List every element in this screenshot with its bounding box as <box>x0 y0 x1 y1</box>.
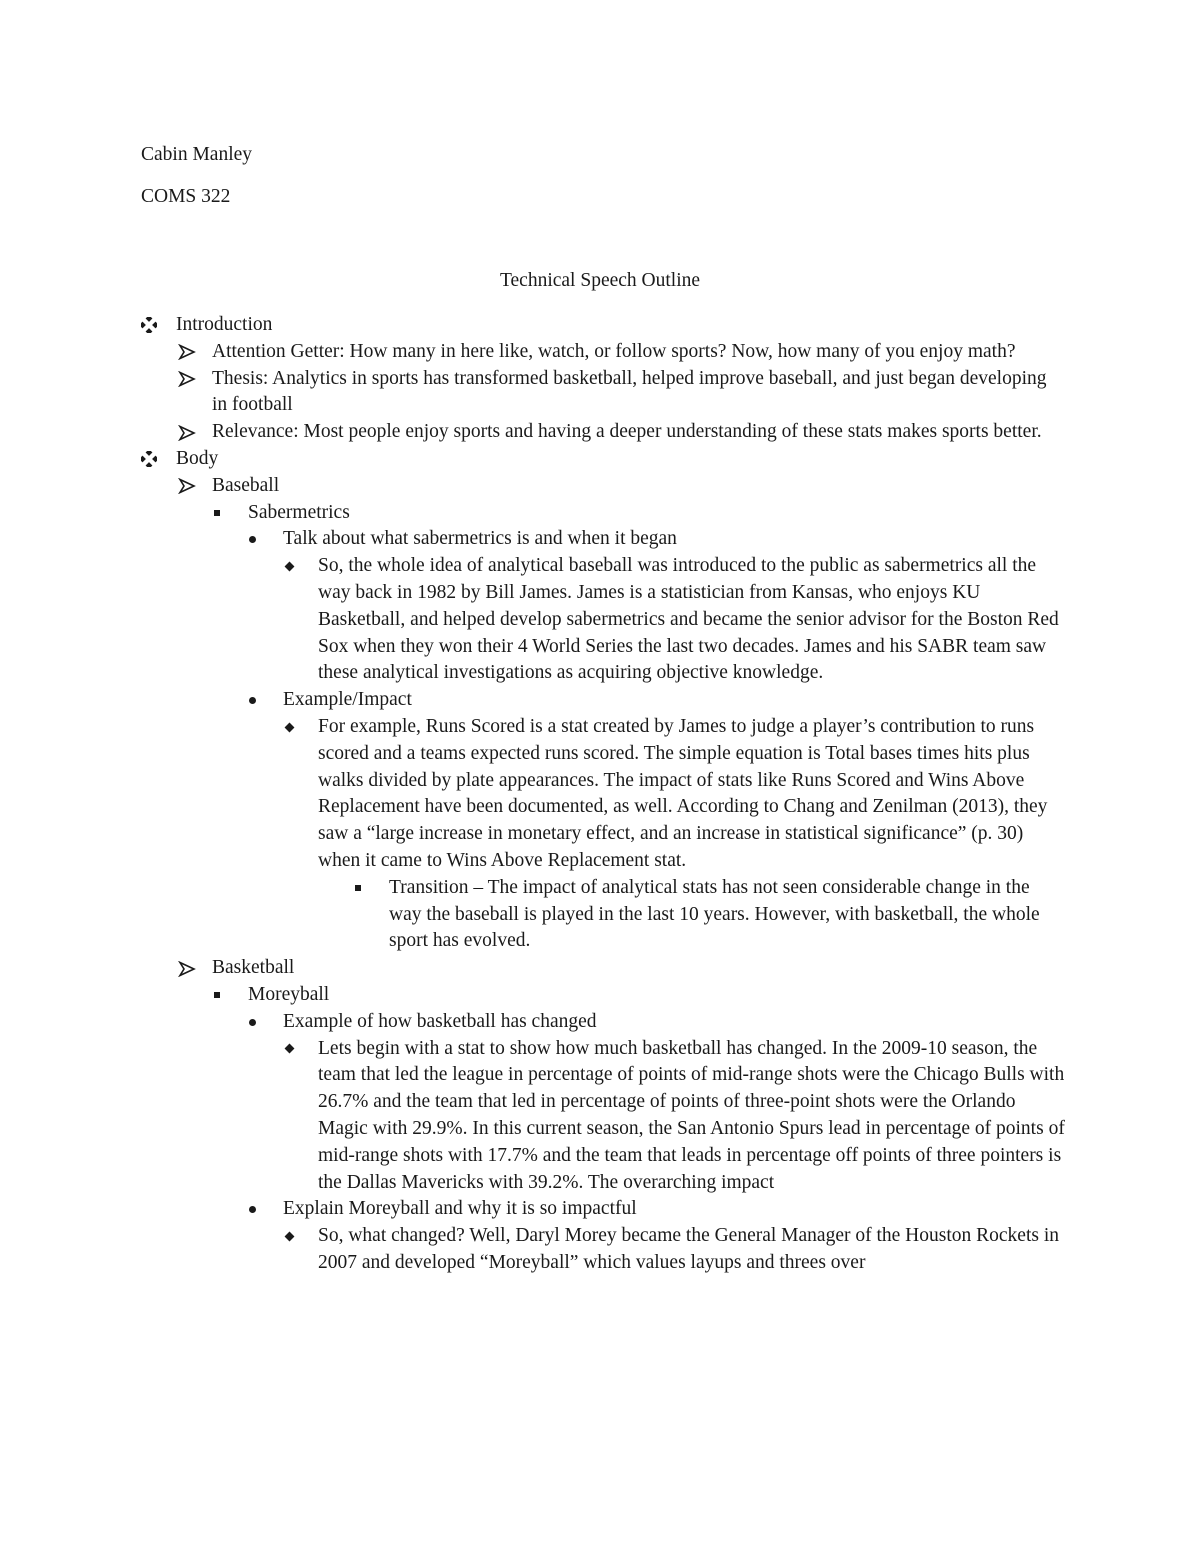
outline-item-text: So, what changed? Well, Daryl Morey became the General Manager of the Houston Rockets in 2007 and developed “Moreyball” which values layups and threes over <box>318 1225 1059 1273</box>
diamond-bullet-icon <box>284 1036 312 1063</box>
outline-item <box>141 955 1066 982</box>
dot-bullet-icon <box>249 526 277 553</box>
speech-outline <box>141 312 1066 1277</box>
outline-item <box>141 982 1066 1009</box>
outline-item-text: Introduction <box>176 314 273 335</box>
document-title: Technical Speech Outline <box>499 270 701 291</box>
outline-item <box>141 419 1066 446</box>
outline-item <box>141 500 1066 527</box>
outline-item-text: Example/Impact <box>283 689 412 711</box>
square-bullet-icon <box>214 982 242 1009</box>
outline-item-text: Example of how basketball has changed <box>283 1010 597 1032</box>
outline-item-text: Relevance: Most people enjoy sports and having a deeper understanding of these stats makes sports better. <box>212 421 1042 443</box>
four-diamond-bullet-icon <box>141 312 169 339</box>
diamond-bullet-icon <box>284 714 312 741</box>
four-diamond-bullet-icon <box>141 446 169 473</box>
dot-bullet-icon <box>249 1196 277 1223</box>
outline-item-text: Sabermetrics <box>248 501 350 523</box>
outline-item <box>141 875 1066 955</box>
dot-bullet-icon <box>249 687 277 714</box>
arrowhead-bullet-icon <box>178 339 206 366</box>
outline-item-text: Baseball <box>212 474 280 496</box>
outline-item <box>141 553 1066 687</box>
outline-item <box>141 687 1066 714</box>
square-bullet-icon <box>214 500 242 527</box>
outline-item <box>141 473 1066 500</box>
arrowhead-bullet-icon <box>178 419 206 446</box>
arrowhead-bullet-icon <box>178 366 206 393</box>
diamond-bullet-icon <box>284 553 312 580</box>
outline-item-text: So, the whole idea of analytical baseball was introduced to the public as sabermetrics all the way back in 1982 by Bill James. James is a statistician from Kansas, who enjoys KU Basketball, and helped develop sabermetrics and became the senior advisor for the Boston Red Sox when they won their 4 World Series the last two decades. James and his SABR team saw these analytical investigations as acquiring objective knowledge. <box>318 555 1059 684</box>
course-code: COMS 322 <box>141 186 231 207</box>
outline-item <box>141 1009 1066 1036</box>
outline-item <box>141 526 1066 553</box>
outline-item-text: Thesis: Analytics in sports has transformed basketball, helped improve baseball, and just began developing in football <box>212 367 1047 416</box>
outline-item <box>141 714 1066 875</box>
outline-item-text: Body <box>176 447 219 469</box>
diamond-bullet-icon <box>284 1223 312 1250</box>
outline-item <box>141 1196 1066 1223</box>
outline-item <box>141 339 1066 366</box>
arrowhead-bullet-icon <box>178 955 206 982</box>
outline-item-text: Explain Moreyball and why it is so impactful <box>283 1198 637 1220</box>
square-bullet-icon <box>355 875 383 902</box>
outline-item-text: Attention Getter: How many in here like, watch, or follow sports? Now, how many of you enjoy math? <box>212 340 1016 362</box>
outline-item-text: Transition – The impact of analytical stats has not seen considerable change in the way the baseball is played in the last 10 years. However, with basketball, the whole sport has evolved. <box>389 876 1040 952</box>
author-name: Cabin Manley <box>141 144 253 165</box>
outline-item-text: Talk about what sabermetrics is and when it began <box>283 528 677 550</box>
outline-item-text: Basketball <box>212 957 295 979</box>
outline-item <box>141 1223 1066 1277</box>
outline-item-text: For example, Runs Scored is a stat created by James to judge a player’s contribution to runs scored and a teams expected runs scored. The simple equation is Total bases times hits plus walks divided by plate appearances. The impact of stats like Runs Scored and Wins Above Replacement have been documented, as well. According to Chang and Zenilman (2013), they saw a “large increase in monetary effect, and an increase in statistical significance” (p. 30) when it came to Wins Above Replacement stat. <box>318 715 1048 871</box>
outline-item <box>141 366 1066 420</box>
outline-item-text: Moreyball <box>248 983 330 1005</box>
outline-item <box>141 312 1066 339</box>
arrowhead-bullet-icon <box>178 473 206 500</box>
outline-item <box>141 1036 1066 1197</box>
outline-item-text: Lets begin with a stat to show how much basketball has changed. In the 2009-10 season, the team that led the league in percentage of points of mid-range shots were the Chicago Bulls with 26.7% and the team that led in percentage of points of three-point shots were the Orlando Magic with 29.9%. In this current season, the San Antonio Spurs lead in percentage of points of mid-range shots with 17.7% and the team that leads in percentage off points of three pointers is the Dallas Mavericks with 39.2%. The overarching impact <box>318 1037 1065 1193</box>
dot-bullet-icon <box>249 1009 277 1036</box>
outline-item <box>141 446 1066 473</box>
